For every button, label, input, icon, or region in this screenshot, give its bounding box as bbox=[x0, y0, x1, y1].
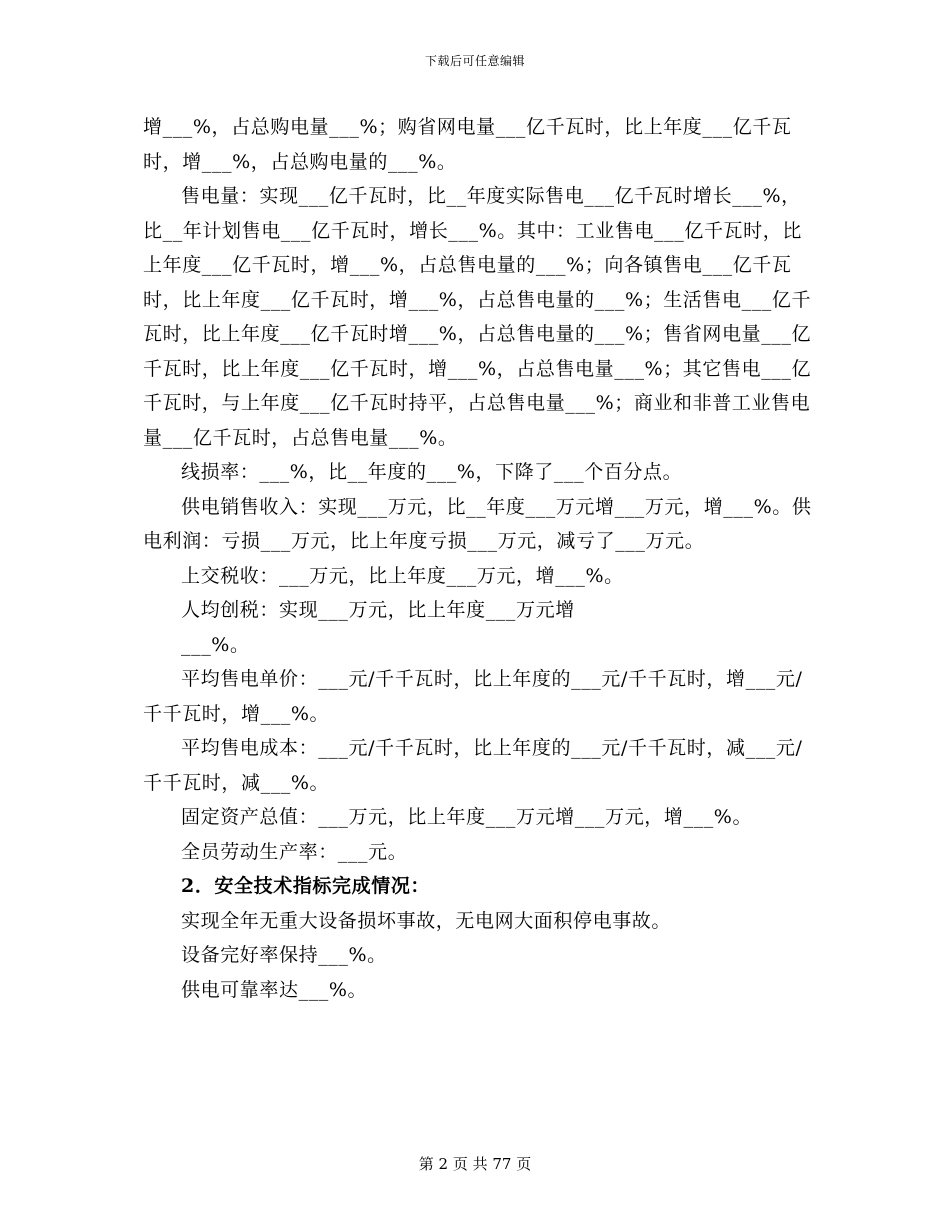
paragraph-sales-volume: 售电量：实现___亿千瓦时，比__年度实际售电___亿千瓦时增长___%，比__年计划售电___亿千瓦时，增长___%。其中：工业售电___亿千瓦时，比上年度___亿千瓦时，增___%，占总售电量的___%；向各镇售电___亿千瓦时，比上年度___亿千瓦时，增___%，占总售电量的___%；生活售电___亿千瓦时，比上年度___亿千瓦时增___%，占总售电量的___%；售省网电量___亿千瓦时，比上年度___亿千瓦时，增___%，占总售电量___%；其它售电___亿千瓦时，与上年度___亿千瓦时持平，占总售电量___%；商业和非普工业售电量___亿千瓦时，占总售电量___%。 bbox=[143, 185, 812, 449]
document-body bbox=[143, 110, 813, 1007]
paragraph-fixed-assets: 固定资产总值：___万元，比上年度___万元增___万元，增___%。 bbox=[181, 806, 753, 828]
paragraph-line-loss: 线损率：___%，比__年度的___%，下降了___个百分点。 bbox=[181, 461, 683, 483]
paragraph-tax-per-capita-cont: ___%。 bbox=[181, 633, 250, 656]
paragraph-productivity: 全员劳动生产率：___元。 bbox=[181, 840, 408, 863]
paragraph-tax-paid: 上交税收：___万元，比上年度___万元，增___%。 bbox=[181, 564, 624, 587]
paragraph-avg-price: 平均售电单价：___元/千千瓦时，比上年度的___元/千千瓦时，增___元/千千瓦时，增___%。 bbox=[143, 668, 803, 725]
paragraph-sales-revenue: 供电销售收入：实现___万元，比__年度___万元增___万元，增___%。供电利润：亏损___万元，比上年度亏损___万元，减亏了___万元。 bbox=[143, 495, 812, 552]
paragraph-no-accidents: 实现全年无重大设备损坏事故，无电网大面积停电事故。 bbox=[181, 909, 672, 932]
paragraph-tax-per-capita: 人均创税：实现___万元，比上年度___万元增 bbox=[181, 599, 575, 621]
section-heading-safety: 2．安全技术指标完成情况： bbox=[181, 875, 431, 897]
paragraph-purchase-tail: 增___%，占总购电量___%；购省网电量___亿千瓦时，比上年度___亿千瓦时，增___%，占总购电量的___%。 bbox=[143, 116, 792, 173]
paragraph-avg-cost: 平均售电成本：___元/千千瓦时，比上年度的___元/千千瓦时，减___元/千千瓦时，减___%。 bbox=[143, 737, 803, 794]
paragraph-equipment-rate: 设备完好率保持___%。 bbox=[181, 944, 387, 966]
page-number: 第 2 页 共 77 页 bbox=[418, 1155, 532, 1173]
paragraph-reliability: 供电可靠率达___%。 bbox=[181, 978, 368, 1001]
page-header: 下载后可任意编辑 bbox=[424, 54, 525, 68]
